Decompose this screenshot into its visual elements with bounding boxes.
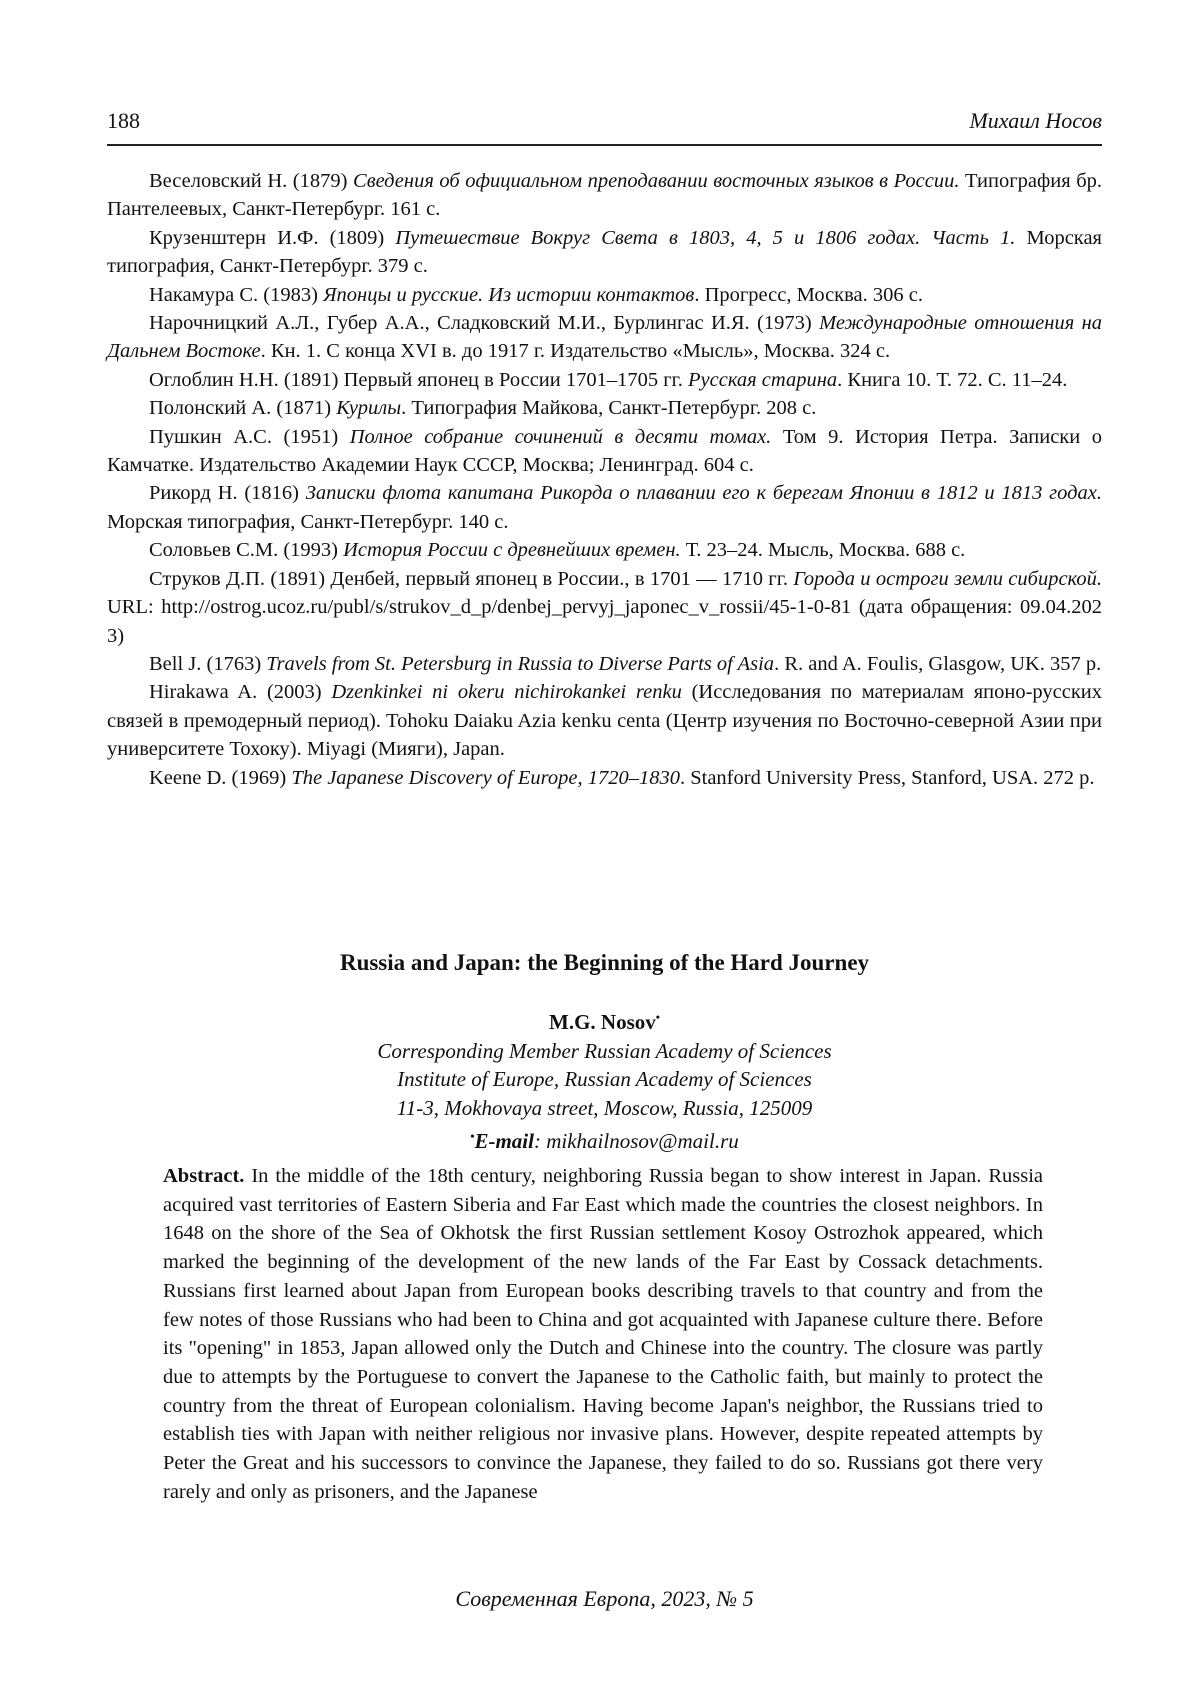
reference-item: Накамура С. (1983) Японцы и русские. Из истории контактов. Прогресс, Москва. 306 с.	[149, 283, 923, 306]
page-header	[107, 104, 1102, 146]
reference-item: Нарочницкий А.Л., Губер А.А., Сладковский М.И., Бурлингас И.Я. (1973) Международные отношения на Дальнем Востоке. Кн. 1. С конца XVI в. до 1917 г. Издательство «Мысль», Москва. 324 с.	[107, 312, 1103, 363]
email-footnote-mark: •	[470, 1129, 475, 1143]
author-name: M.G. Nosov•	[549, 1010, 660, 1034]
reference-item: Крузенштерн И.Ф. (1809) Путешествие Вокруг Света в 1803, 4, 5 и 1806 годах. Часть 1. Морская типография, Санкт-Петербург. 379 с.	[107, 226, 1102, 278]
author-footnote-mark: •	[655, 1010, 660, 1024]
reference-item: Bell J. (1763) Travels from St. Petersburg in Russia to Diverse Parts of Asia. R. and A. Foulis, Glasgow, UK. 357 p.	[149, 652, 1102, 675]
author-position: Corresponding Member Russian Academy of Sciences	[377, 1038, 832, 1063]
abstract-label: Abstract.	[163, 1165, 245, 1187]
abstract-text: In the middle of the 18th century, neighboring Russia began to show interest in Japan. Russia acquired vast territories of Eastern Siberia and Far East which made the countries the closest neighbors. In 1648 on the shore of the Sea of Okhotsk the first Russian settlement Kosoy Ostrozhok appeared, which marked the beginning of the development of the new lands of the Far East by Cossack detachments. Russians first learned about Japan from European books describing travels to that country and from the few notes of those Russians who had been to China and got acquainted with Japanese culture there. Before its "opening" in 1853, Japan allowed only the Dutch and Chinese into the country. The closure was partly due to attempts by the Portuguese to convert the Japanese to the Catholic faith, but mainly to protect the country from the threat of European colonialism. Having become Japan's neighbor, the Russians tried to establish ties with Japan with neither religious nor invasive plans. However, despite repeated attempts by Peter the Great and his successors to convince the Japanese, they failed to do so. Russians got there very rarely and only as prisoners, and the Japanese	[163, 1165, 1043, 1503]
journal-footer: Современная Европа, 2023, № 5	[455, 1586, 754, 1611]
reference-item: Оглоблин Н.Н. (1891) Первый японец в России 1701–1705 гг. Русская старина. Книга 10. Т. 72. С. 11–24.	[149, 368, 1068, 391]
reference-item: Полонский А. (1871) Курилы. Типография Майкова, Санкт-Петербург. 208 с.	[149, 397, 817, 420]
abstract	[163, 1162, 1043, 1506]
reference-item: Рикорд Н. (1816) Записки флота капитана Рикорда о плавании его к берегам Японии в 1812 и 1813 годах. Морская типография, Санкт-Петербург. 140 с.	[107, 482, 1102, 533]
article-title: Russia and Japan: the Beginning of the Hard Journey	[339, 950, 870, 975]
reference-item: Струков Д.П. (1891) Денбей, первый японец в России., в 1701 — 1710 гг. Города и остроги земли сибирской. URL: http://ostrog.ucoz.ru/publ/s/strukov_d_p/denbej_pervyj_japonec_v_rossii/45-1-0-81 (дата обращения: 09.04.2023)	[107, 567, 1102, 647]
author-block	[107, 1003, 1102, 1156]
reference-item: Hirakawa A. (2003) Dzenkinkei ni okeru nichirokankei renku (Исследования по материалам японо-русских связей в премодерный период). Tohoku Daiaku Azia kenku centa (Центр изучения по Восточно-северной Азии при университете Тохоку). Miyagi (Мияги), Japan.	[107, 681, 1103, 761]
author-institution: Institute of Europe, Russian Academy of Sciences	[397, 1067, 812, 1091]
reference-item: Пушкин А.С. (1951) Полное собрание сочинений в десяти томах. Том 9. История Петра. Записки о Камчатке. Издательство Академии Наук СССР, Москва; Ленинград. 604 с.	[107, 425, 1102, 477]
reference-item: Keene D. (1969) The Japanese Discovery of Europe, 1720–1830. Stanford University Press, Stanford, USA. 272 p.	[149, 766, 1095, 789]
reference-item: Веселовский Н. (1879) Сведения об официальном преподавании восточных языков в России. Типография бр. Пантелеевых, Санкт-Петербург. 161 с.	[107, 170, 1103, 221]
reference-item: Соловьев С.М. (1993) История России с древнейших времен. Т. 23–24. Мысль, Москва. 688 с.	[149, 539, 966, 562]
references-list	[107, 167, 1102, 792]
author-email: •E-mail: mikhailnosov@mail.ru	[470, 1129, 739, 1153]
author-address: 11-3, Mokhovaya street, Moscow, Russia, 125009	[396, 1095, 813, 1120]
running-head-author: Михаил Носов	[969, 108, 1102, 133]
email-address: mikhailnosov@mail.ru	[540, 1129, 739, 1153]
page-number: 188	[107, 108, 140, 133]
